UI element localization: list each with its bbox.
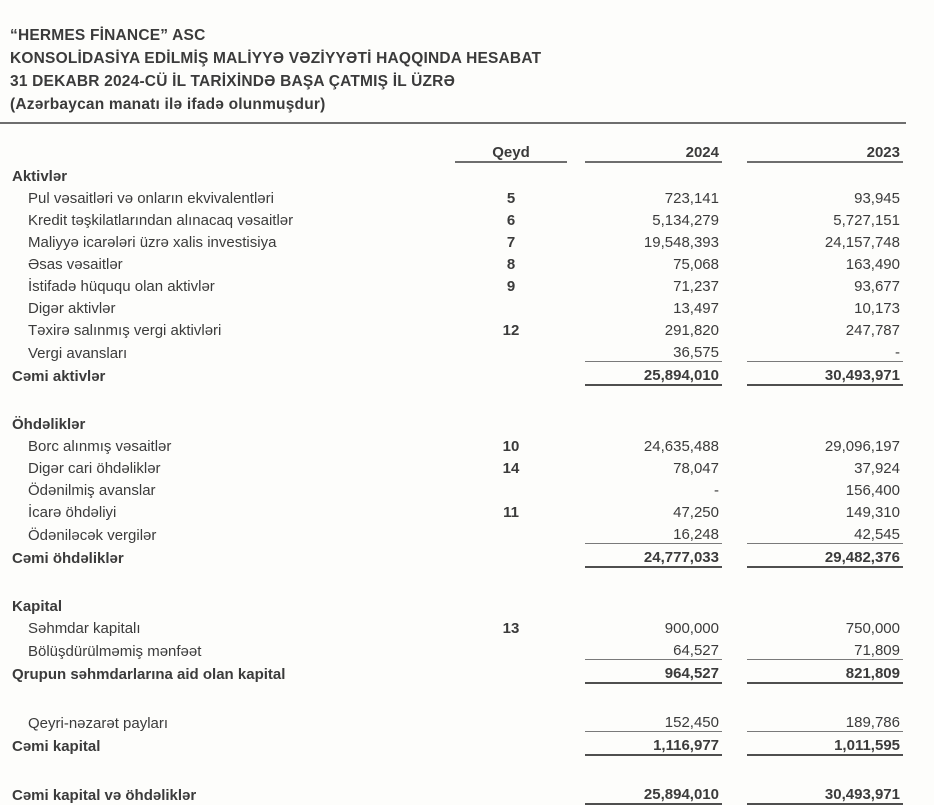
column-gap: [722, 709, 747, 732]
note-number: [455, 295, 567, 317]
note-number: [455, 544, 567, 568]
note-number: [455, 362, 567, 386]
value-2023: 37,924: [854, 460, 900, 477]
value-2024: 291,820: [664, 322, 719, 339]
column-gap: [722, 135, 747, 162]
value-2023: 93,945: [854, 190, 900, 207]
column-gap: [567, 544, 585, 568]
row-label: Kapital: [12, 598, 63, 615]
line-item-row: [10, 521, 903, 544]
column-gap: [722, 521, 747, 544]
line-item-row: [10, 229, 903, 251]
value-2023: 29,096,197: [824, 438, 900, 455]
value-2023: 24,157,748: [824, 234, 900, 251]
row-label: Cəmi aktivlər: [12, 368, 106, 385]
company-name: “HERMES FİNANCE” ASC: [10, 27, 206, 44]
value-2023: 156,400: [845, 482, 900, 499]
total-row: [10, 362, 903, 386]
note-number: [455, 339, 567, 362]
note-number: 13: [502, 620, 520, 637]
column-gap: [722, 251, 747, 273]
col-header-2023: 2023: [747, 135, 903, 162]
column-gap: [722, 185, 747, 207]
value-2023: [747, 593, 903, 615]
note-number: 12: [502, 322, 520, 339]
value-2023: 163,490: [845, 256, 900, 273]
line-item-row: [10, 455, 903, 477]
col-header-note: Qeyd: [455, 135, 567, 162]
table-header-row: [10, 135, 903, 162]
note-number: [455, 521, 567, 544]
value-2024: 24,635,488: [643, 438, 719, 455]
column-gap: [567, 477, 585, 499]
row-label: İstifadə hüququ olan aktivlər: [28, 278, 215, 295]
value-2024: -: [714, 482, 719, 499]
row-label: Pul vəsaitləri və onların ekvivalentləri: [28, 190, 274, 207]
total-row: [10, 781, 903, 804]
row-label: Cəmi öhdəliklər: [12, 550, 124, 567]
column-gap: [722, 207, 747, 229]
value-2023: 42,545: [747, 521, 903, 544]
row-label: Qeyri-nəzarət payları: [28, 714, 169, 732]
note-number: [455, 637, 567, 660]
col-header-2024: 2024: [585, 135, 722, 162]
statement-table: [10, 135, 903, 805]
value-2024: 5,134,279: [652, 212, 719, 229]
column-gap: [567, 339, 585, 362]
line-item-row: [10, 615, 903, 637]
line-item-row: [10, 709, 903, 732]
row-label: Bölüşdürülməmiş mənfəət: [28, 642, 202, 660]
column-gap: [722, 317, 747, 339]
report-header: [10, 24, 906, 116]
note-number: 14: [502, 460, 520, 477]
column-gap: [722, 273, 747, 295]
section-header-row: [10, 162, 903, 185]
line-item-row: [10, 339, 903, 362]
row-label: Vergi avansları: [28, 344, 128, 362]
value-2023: [747, 411, 903, 433]
row-label: Ödəniləcək vergilər: [28, 526, 157, 544]
note-number: [455, 781, 567, 804]
row-label: Maliyyə icarələri üzrə xalis investisiya: [28, 234, 277, 251]
column-gap: [567, 521, 585, 544]
line-item-row: [10, 273, 903, 295]
row-spacer: [10, 683, 903, 709]
note-number: [455, 660, 567, 684]
column-gap: [722, 411, 747, 433]
row-label: Cəmi kapital və öhdəliklər: [12, 787, 197, 804]
value-2023: 30,493,971: [747, 781, 903, 804]
column-gap: [567, 637, 585, 660]
column-gap: [722, 732, 747, 756]
line-item-row: [10, 499, 903, 521]
report-period: 31 DEKABR 2024-CÜ İL TARİXİNDƏ BAŞA ÇATMIŞ İL ÜZRƏ: [10, 73, 456, 90]
value-2023: 29,482,376: [747, 544, 903, 568]
column-gap: [567, 411, 585, 433]
column-gap: [567, 455, 585, 477]
value-2024: 723,141: [664, 190, 719, 207]
column-gap: [567, 781, 585, 804]
column-gap: [567, 229, 585, 251]
value-2024: 78,047: [673, 460, 719, 477]
column-gap: [722, 433, 747, 455]
row-label: Qrupun səhmdarlarına aid olan kapital: [12, 666, 286, 683]
note-number: [455, 709, 567, 732]
line-item-row: [10, 251, 903, 273]
column-gap: [567, 362, 585, 386]
column-gap: [567, 185, 585, 207]
column-gap: [722, 162, 747, 185]
note-number: 10: [502, 438, 520, 455]
line-item-row: [10, 295, 903, 317]
note-number: [455, 593, 567, 615]
value-2024: 64,527: [585, 637, 722, 660]
note-number: [455, 162, 567, 185]
value-2024: 1,116,977: [585, 732, 722, 756]
value-2023: 189,786: [747, 709, 903, 732]
column-gap: [567, 732, 585, 756]
value-2024: 900,000: [664, 620, 719, 637]
value-2023: 821,809: [747, 660, 903, 684]
value-2024: 36,575: [585, 339, 722, 362]
header-divider-rule: [0, 122, 906, 124]
value-2023: [747, 162, 903, 185]
column-gap: [722, 295, 747, 317]
value-2023: 1,011,595: [747, 732, 903, 756]
value-2024: 24,777,033: [585, 544, 722, 568]
total-row: [10, 732, 903, 756]
column-gap: [567, 135, 585, 162]
value-2024: 75,068: [673, 256, 719, 273]
column-gap: [567, 295, 585, 317]
row-label: Digər aktivlər: [28, 300, 116, 317]
value-2024: 25,894,010: [585, 781, 722, 804]
line-item-row: [10, 185, 903, 207]
spacer-row: [10, 755, 903, 781]
value-2023: 10,173: [854, 300, 900, 317]
value-2023: 149,310: [845, 504, 900, 521]
row-label: Təxirə salınmış vergi aktivləri: [28, 322, 222, 339]
value-2024: 25,894,010: [585, 362, 722, 386]
line-item-row: [10, 637, 903, 660]
value-2023: 93,677: [854, 278, 900, 295]
line-item-row: [10, 207, 903, 229]
value-2024: [585, 162, 722, 185]
row-spacer: [10, 755, 903, 781]
spacer-row: [10, 683, 903, 709]
column-gap: [722, 455, 747, 477]
value-2023: 750,000: [845, 620, 900, 637]
column-gap: [567, 593, 585, 615]
value-2023: 30,493,971: [747, 362, 903, 386]
value-2024: [585, 593, 722, 615]
spacer-row: [10, 567, 903, 593]
value-2024: 964,527: [585, 660, 722, 684]
value-2023: 247,787: [845, 322, 900, 339]
column-gap: [567, 251, 585, 273]
value-2023: 71,809: [747, 637, 903, 660]
column-gap: [722, 544, 747, 568]
column-gap: [722, 362, 747, 386]
column-gap: [567, 162, 585, 185]
column-gap: [722, 499, 747, 521]
note-number: 8: [506, 256, 516, 273]
note-number: [455, 732, 567, 756]
column-gap: [722, 781, 747, 804]
line-item-row: [10, 433, 903, 455]
line-item-row: [10, 317, 903, 339]
section-header-row: [10, 593, 903, 615]
note-number: [455, 411, 567, 433]
row-label: Əsas vəsaitlər: [28, 256, 123, 273]
row-label: Ödənilmiş avanslar: [28, 482, 156, 499]
column-gap: [722, 593, 747, 615]
column-gap: [567, 615, 585, 637]
column-gap: [722, 637, 747, 660]
note-number: 6: [506, 212, 516, 229]
total-row: [10, 660, 903, 684]
row-label: Kredit təşkilatlarından alınacaq vəsaitlər: [28, 212, 294, 229]
note-number: 11: [503, 504, 519, 521]
column-gap: [722, 339, 747, 362]
report-title: KONSOLİDASİYA EDİLMİŞ MALİYYƏ VƏZİYYƏTİ HAQQINDA HESABAT: [10, 50, 542, 67]
column-gap: [567, 499, 585, 521]
column-gap: [722, 660, 747, 684]
row-label: İcarə öhdəliyi: [28, 504, 117, 521]
col-header-label: [10, 135, 455, 162]
column-gap: [567, 273, 585, 295]
row-label: Digər cari öhdəliklər: [28, 460, 161, 477]
row-label: Öhdəliklər: [12, 416, 86, 433]
section-header-row: [10, 411, 903, 433]
spacer-row: [10, 385, 903, 411]
row-label: Borc alınmış vəsaitlər: [28, 438, 172, 455]
value-2024: 47,250: [673, 504, 719, 521]
line-item-row: [10, 477, 903, 499]
note-number: 5: [506, 190, 516, 207]
note-number: [455, 477, 567, 499]
note-number: 7: [506, 234, 516, 251]
value-2024: 16,248: [585, 521, 722, 544]
value-2024: 71,237: [673, 278, 719, 295]
statement-rows: [10, 162, 903, 804]
value-2023: -: [747, 339, 903, 362]
value-2024: 152,450: [585, 709, 722, 732]
column-gap: [567, 317, 585, 339]
total-row: [10, 544, 903, 568]
row-label: Səhmdar kapitalı: [28, 620, 141, 637]
row-spacer: [10, 385, 903, 411]
column-gap: [722, 477, 747, 499]
value-2023: 5,727,151: [833, 212, 900, 229]
column-gap: [567, 207, 585, 229]
currency-note: (Azərbaycan manatı ilə ifadə olunmuşdur): [10, 96, 326, 113]
row-spacer: [10, 567, 903, 593]
note-number: 9: [506, 278, 516, 295]
column-gap: [722, 615, 747, 637]
row-label: Aktivlər: [12, 168, 68, 185]
value-2024: [585, 411, 722, 433]
column-gap: [722, 229, 747, 251]
value-2024: 19,548,393: [643, 234, 719, 251]
column-gap: [567, 709, 585, 732]
row-label: Cəmi kapital: [12, 738, 101, 755]
column-gap: [567, 660, 585, 684]
value-2024: 13,497: [673, 300, 719, 317]
column-gap: [567, 433, 585, 455]
